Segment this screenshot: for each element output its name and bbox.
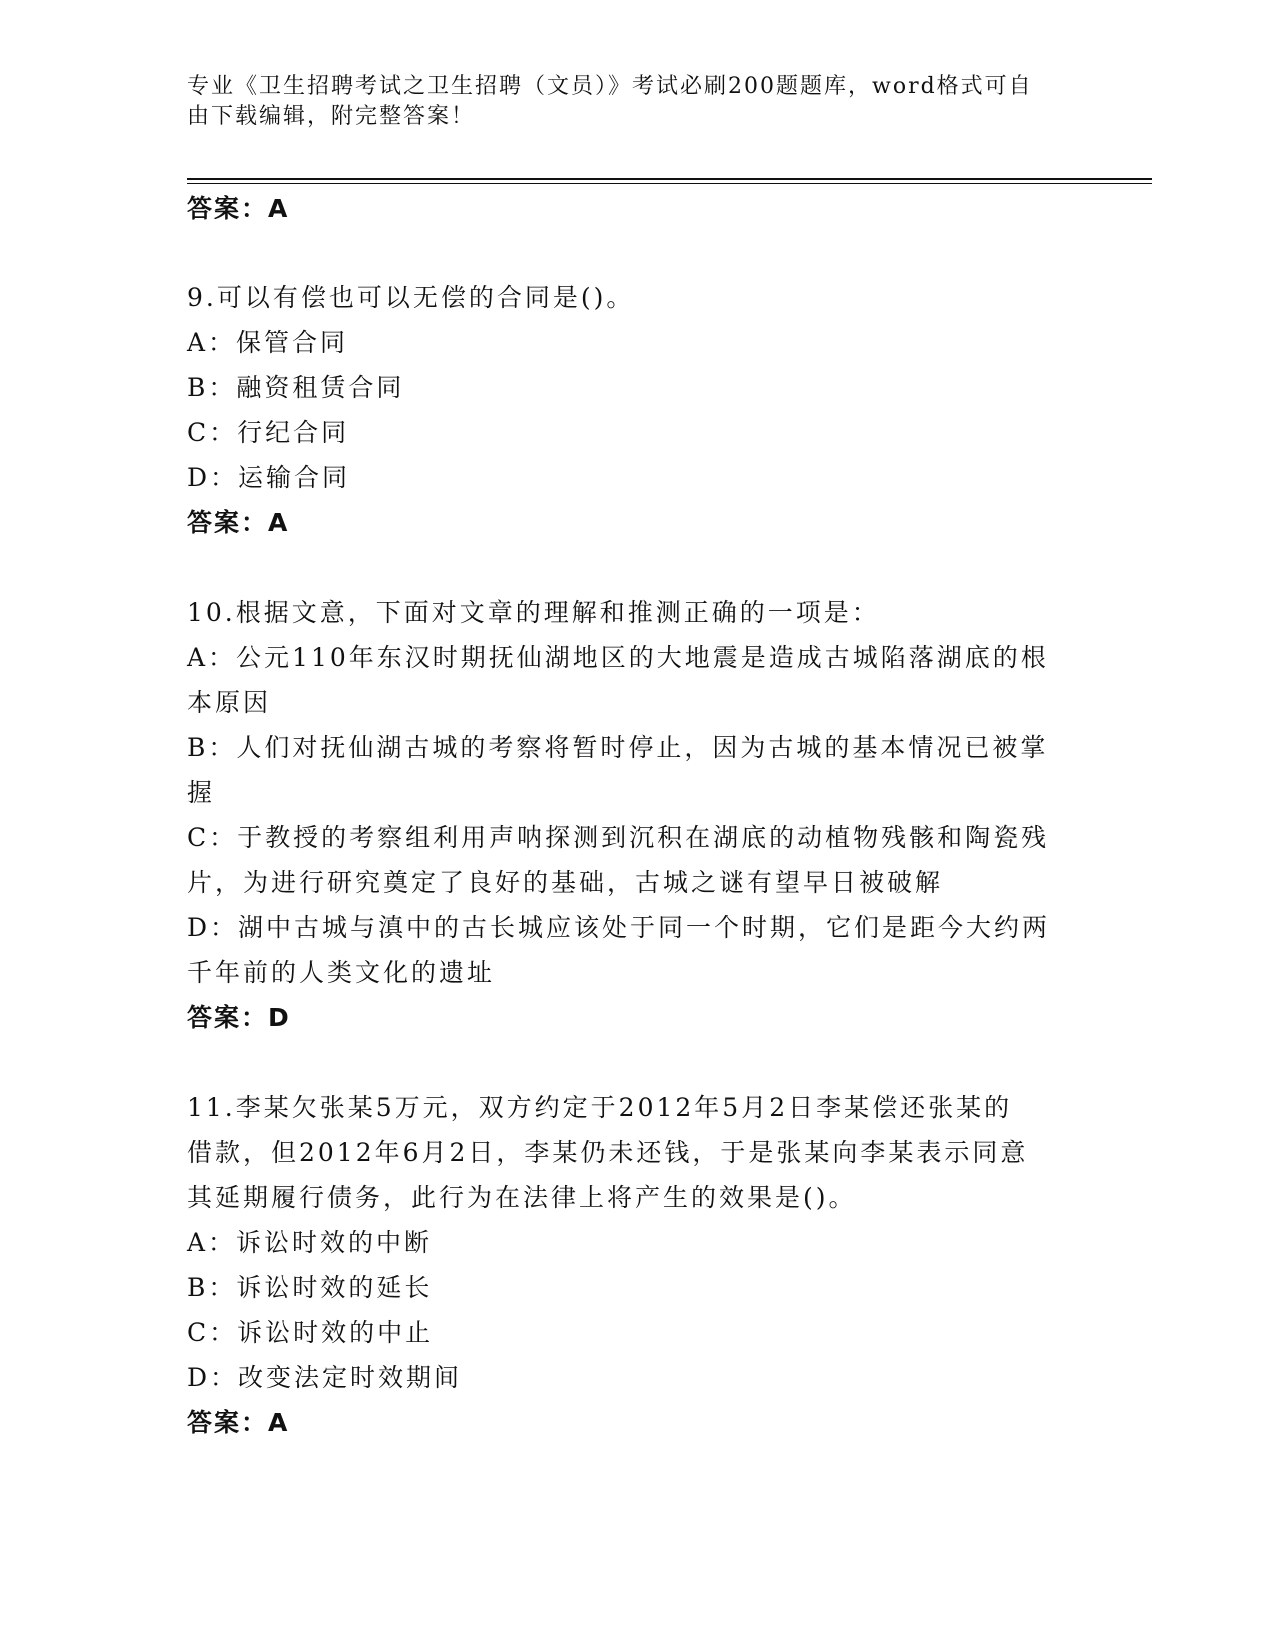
question-9-option-c: C：行纪合同 xyxy=(187,418,350,447)
question-11-option-a: A：诉讼时效的中断 xyxy=(187,1228,433,1257)
question-11-stem-cont-2: 其延期履行债务，此行为在法律上将产生的效果是()。 xyxy=(187,1183,857,1212)
question-9-option-b: B：融资租赁合同 xyxy=(187,373,405,402)
question-10-option-d: D：湖中古城与滇中的古长城应该处于同一个时期，它们是距今大约两 xyxy=(187,913,1051,942)
question-10-answer: 答案：D xyxy=(187,1003,291,1032)
question-10-option-d-cont: 千年前的人类文化的遗址 xyxy=(187,958,496,987)
question-9-option-d: D：运输合同 xyxy=(187,463,351,492)
question-9-stem: 9.可以有偿也可以无偿的合同是()。 xyxy=(187,283,635,312)
question-11-option-c: C：诉讼时效的中止 xyxy=(187,1318,434,1347)
header-line-1: 专业《卫生招聘考试之卫生招聘（文员）》考试必刷200题题库，word格式可自 xyxy=(187,74,1033,99)
question-10-stem: 10.根据文意，下面对文章的理解和推测正确的一项是： xyxy=(187,598,880,627)
question-10-option-c: C：于教授的考察组利用声呐探测到沉积在湖底的动植物残骸和陶瓷残 xyxy=(187,823,1050,852)
question-11-option-b: B：诉讼时效的延长 xyxy=(187,1273,433,1302)
question-11-option-d: D：改变法定时效期间 xyxy=(187,1363,463,1392)
question-11-answer: 答案：A xyxy=(187,1408,290,1437)
question-11-stem-cont-1: 借款，但2012年6月2日，李某仍未还钱，于是张某向李某表示同意 xyxy=(187,1138,1029,1167)
question-11-stem: 11.李某欠张某5万元，双方约定于2012年5月2日李某偿还张某的 xyxy=(187,1093,1013,1122)
question-10-option-b: B：人们对抚仙湖古城的考察将暂时停止，因为古城的基本情况已被掌 xyxy=(187,733,1049,762)
question-10-option-b-cont: 握 xyxy=(187,778,216,807)
question-9-option-a: A：保管合同 xyxy=(187,328,349,357)
question-10-option-c-cont: 片，为进行研究奠定了良好的基础，古城之谜有望早日被破解 xyxy=(187,868,944,897)
question-9-answer: 答案：A xyxy=(187,508,290,537)
question-10-option-a: A：公元110年东汉时期抚仙湖地区的大地震是造成古城陷落湖底的根 xyxy=(187,643,1049,672)
header-rule xyxy=(187,178,1152,180)
previous-answer: 答案：A xyxy=(187,194,290,223)
document-header xyxy=(187,72,1067,132)
header-rule-thin xyxy=(187,183,1152,184)
header-line-2: 由下载编辑，附完整答案！ xyxy=(187,104,476,129)
question-10-option-a-cont: 本原因 xyxy=(187,688,272,717)
